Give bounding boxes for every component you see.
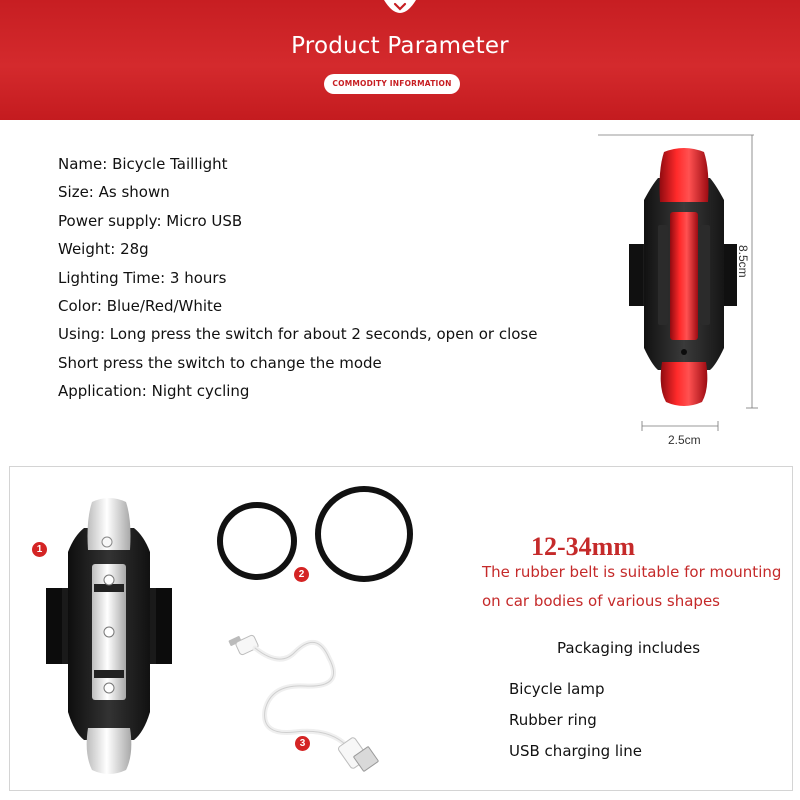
rubber-band-description-line-2: on car bodies of various shapes: [482, 592, 721, 610]
taillight-dimension-image: [598, 130, 788, 458]
spec-name: Name: Bicycle Taillight: [58, 155, 228, 173]
red-taillight-illustration: [598, 130, 788, 458]
page-title: Product Parameter: [291, 33, 509, 59]
spec-lighting-time: Lighting Time: 3 hours: [58, 268, 227, 287]
spec-list: [58, 154, 578, 410]
package-item: Bicycle lamp: [509, 680, 605, 698]
usb-cable-illustration: [225, 628, 395, 778]
height-dimension-label: 8.5cm: [736, 245, 750, 278]
spec-short-press: Short press the switch to change the mode: [58, 353, 382, 372]
chevron-down-icon: [371, 0, 429, 20]
spec-size: Size: As shown: [58, 183, 170, 202]
spec-weight: Weight: 28g: [58, 240, 149, 259]
rubber-band-description-line-1: The rubber belt is suitable for mounting: [482, 563, 782, 581]
header-banner: [0, 0, 800, 120]
rubber-band-size-heading: 12-34mm: [531, 532, 635, 561]
spec-using: Using: Long press the switch for about 2 seconds, open or close: [58, 325, 538, 344]
commodity-badge: COMMODITY INFORMATION: [324, 74, 460, 94]
white-taillight-illustration: [44, 492, 174, 782]
spec-application: Application: Night cycling: [58, 382, 250, 401]
rubber-rings-illustration: [210, 484, 420, 588]
spec-power: Power supply: Micro USB: [58, 211, 243, 230]
spec-color: Color: Blue/Red/White: [58, 296, 223, 315]
package-item: Rubber ring: [509, 711, 597, 729]
width-dimension-label: 2.5cm: [668, 433, 701, 447]
item-number-badge-1: 1: [32, 542, 47, 557]
item-number-badge-3: 3: [295, 736, 310, 751]
package-item: USB charging line: [509, 742, 642, 760]
packaging-title: Packaging includes: [557, 639, 701, 657]
item-number-badge-2: 2: [294, 567, 309, 582]
